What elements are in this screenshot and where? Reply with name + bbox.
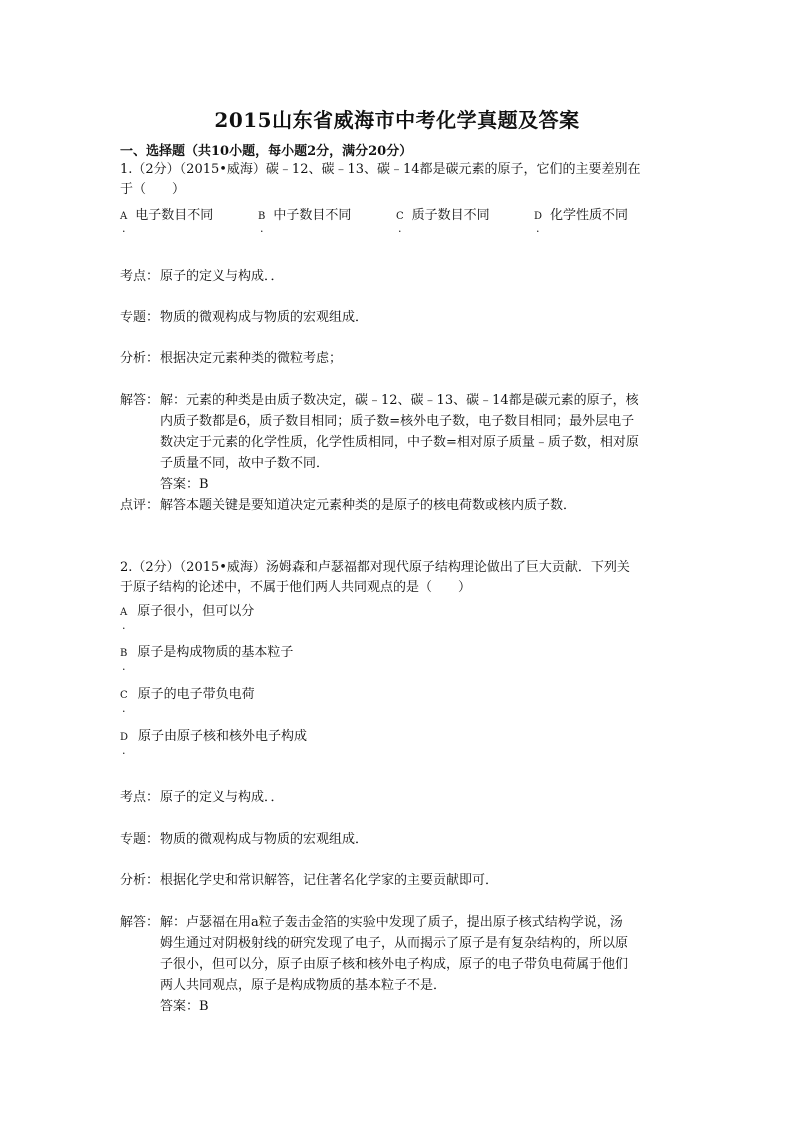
option-dot: . <box>398 222 402 235</box>
option-text: 电子数目不同 <box>135 208 214 223</box>
q1-option-a[interactable] <box>120 204 213 223</box>
jieda-line: 姆生通过对阴极射线的研究发现了电子，从而揭示了原子是有复杂结构的，所以原 <box>160 936 629 951</box>
option-text: 中子数目不同 <box>273 208 352 223</box>
kaodian-label: 考点： <box>120 269 160 284</box>
option-letter: A <box>120 211 128 222</box>
jieda-line: 解：卢瑟福在用a粒子轰击金箔的实验中发现了质子，提出原子核式结构学说，汤 <box>160 915 623 930</box>
kaodian-text: 原子的定义与构成．． <box>160 790 284 805</box>
option-letter: B <box>258 211 266 222</box>
jieda-line: 两人共同观点，原子是构成物质的基本粒子不是． <box>160 978 447 993</box>
q1-option-b[interactable] <box>258 204 351 223</box>
q2-option-b[interactable] <box>120 641 293 660</box>
jieda-line: 解：元素的种类是由质子数决定，碳﹣12、碳﹣13、碳﹣14都是碳元素的原子，核 <box>160 393 639 408</box>
option-text: 质子数目不同 <box>411 208 490 223</box>
q2-stem-line2: 于原子结构的论述中，不属于他们两人共同观点的是（ ） <box>120 580 472 595</box>
kaodian-label: 考点： <box>120 790 160 805</box>
q1-option-c[interactable] <box>396 204 490 223</box>
option-dot: . <box>122 702 126 715</box>
q1-stem-line1: 1.（2分）（2015•威海）碳﹣12、碳﹣13、碳﹣14都是碳元素的原子，它们的主要差别在 <box>120 162 641 177</box>
option-letter: C <box>396 211 404 222</box>
jieda-line: 子质量不同，故中子数不同． <box>160 456 330 471</box>
dianping-label: 点评： <box>120 498 160 513</box>
option-dot: . <box>260 222 264 235</box>
document-title: 2015山东省威海市中考化学真题及答案 <box>214 108 580 132</box>
fenxi-label: 分析： <box>120 351 160 366</box>
option-letter: C <box>120 690 128 701</box>
q2-stem-line1: 2.（2分）（2015•威海）汤姆森和卢瑟福都对现代原子结构理论做出了巨大贡献．下列关 <box>120 560 630 575</box>
jieda-line: 子很小，但可以分，原子由原子核和核外电子构成，原子的电子带负电荷属于他们 <box>160 957 629 972</box>
option-dot: . <box>122 744 126 757</box>
fenxi-text: 根据决定元素种类的微粒考虑； <box>160 351 343 366</box>
q1-option-d[interactable] <box>534 204 628 223</box>
q1-answer: 答案：B <box>160 477 209 492</box>
zhuanti-label: 专题： <box>120 832 160 847</box>
fenxi-text: 根据化学史和常识解答，记住著名化学家的主要贡献即可． <box>160 873 499 888</box>
q2-answer: 答案：B <box>160 999 209 1014</box>
q2-option-c[interactable] <box>120 683 255 702</box>
option-letter: D <box>120 732 129 743</box>
option-dot: . <box>536 222 540 235</box>
option-text: 原子很小，但可以分 <box>137 604 255 619</box>
option-dot: . <box>122 619 126 632</box>
q1-stem-line2: 于（ ） <box>120 182 186 197</box>
jieda-label: 解答： <box>120 393 160 408</box>
option-dot: . <box>122 660 126 673</box>
option-text: 化学性质不同 <box>550 208 629 223</box>
option-letter: D <box>534 211 543 222</box>
section-heading: 一、选择题（共10小题，每小题2分，满分20分） <box>120 144 413 159</box>
jieda-label: 解答： <box>120 915 160 930</box>
jieda-line: 数决定于元素的化学性质，化学性质相同，中子数=相对原子质量﹣质子数，相对原 <box>160 435 639 450</box>
zhuanti-text: 物质的微观构成与物质的宏观组成． <box>160 310 369 325</box>
option-letter: B <box>120 648 128 659</box>
dianping-text: 解答本题关键是要知道决定元素种类的是原子的核电荷数或核内质子数． <box>160 498 577 513</box>
q2-option-d[interactable] <box>120 725 307 744</box>
jieda-line: 内质子数都是6，质子数目相同；质子数=核外电子数，电子数目相同；最外层电子 <box>160 414 635 429</box>
option-text: 原子是构成物质的基本粒子 <box>137 645 294 660</box>
kaodian-text: 原子的定义与构成．． <box>160 269 284 284</box>
zhuanti-text: 物质的微观构成与物质的宏观组成． <box>160 832 369 847</box>
zhuanti-label: 专题： <box>120 310 160 325</box>
option-letter: A <box>120 607 128 618</box>
option-dot: . <box>122 222 126 235</box>
option-text: 原子的电子带负电荷 <box>137 687 255 702</box>
q2-option-a[interactable] <box>120 600 254 619</box>
fenxi-label: 分析： <box>120 873 160 888</box>
q1-options <box>120 204 680 240</box>
option-text: 原子由原子核和核外电子构成 <box>138 729 308 744</box>
